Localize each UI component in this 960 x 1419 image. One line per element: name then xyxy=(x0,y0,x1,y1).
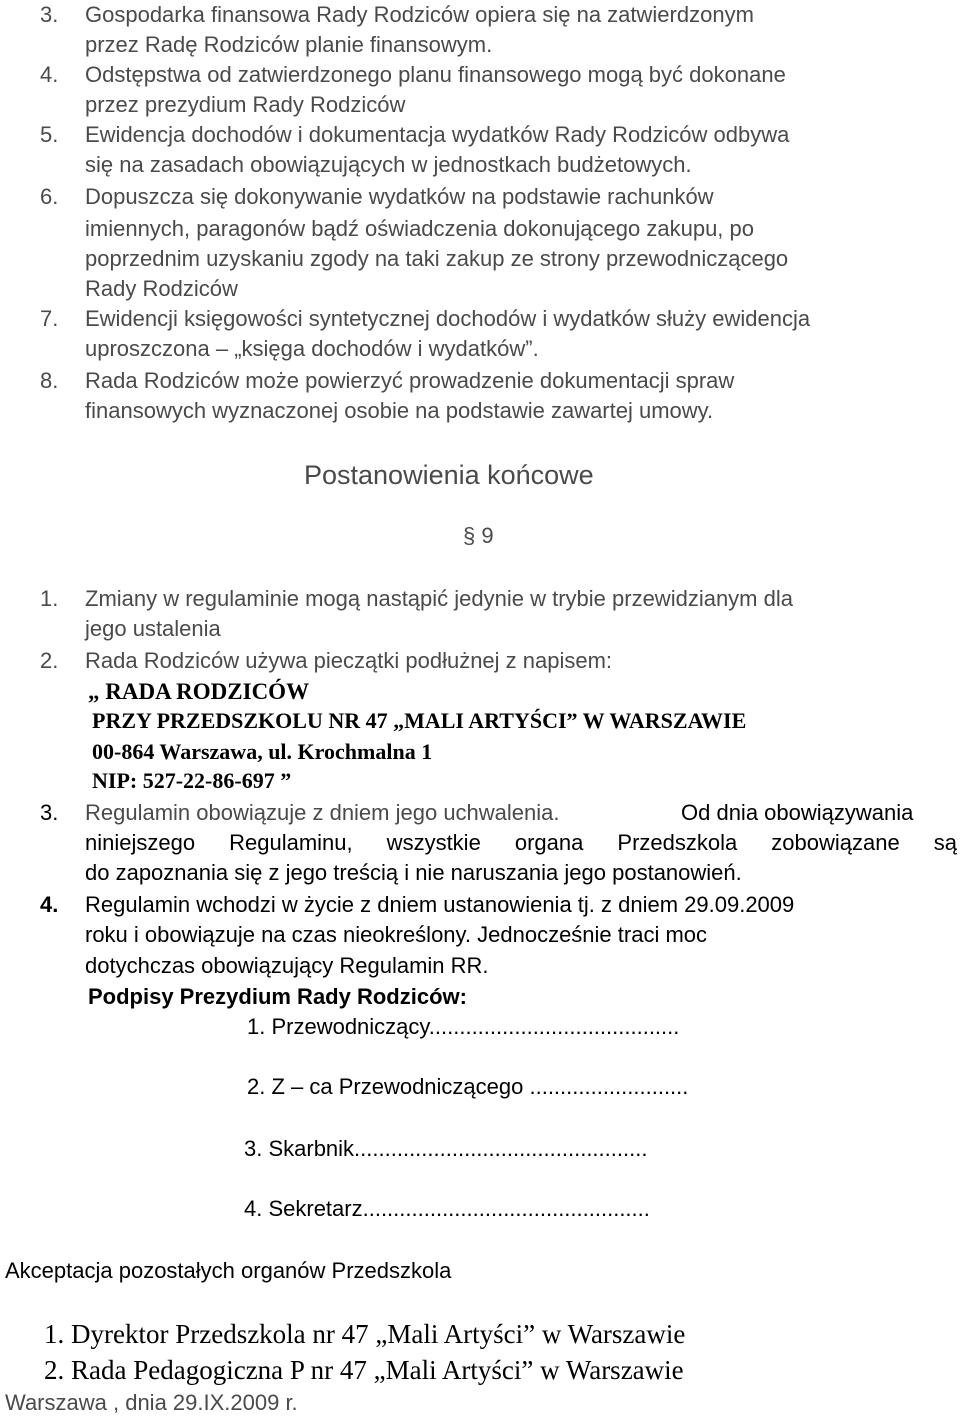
item-text-line: Regulamin wchodzi w życie z dniem ustanowienia tj. z dniem 29.09.2009 xyxy=(85,892,795,917)
item-text-line: Gospodarka finansowa Rady Rodziców opiera się na zatwierdzonym xyxy=(85,2,754,27)
item-number: 1. xyxy=(40,586,59,611)
signature-line: 3. Skarbnik................................................ xyxy=(244,1136,648,1161)
item-number: 4. xyxy=(40,62,59,87)
acceptance-item: 2. Rada Pedagogiczna P nr 47 „Mali Artyści” w Warszawie xyxy=(44,1355,684,1385)
item-number: 4. xyxy=(40,892,59,917)
item-text-line: imiennych, paragonów bądź oświadczenia dokonującego zakupu, po xyxy=(85,216,755,241)
item-text-line: przez Radę Rodziców planie finansowym. xyxy=(85,32,493,57)
item-text-line: przez prezydium Rady Rodziców xyxy=(85,92,406,117)
item-text-line: się na zasadach obowiązujących w jednostkach budżetowych. xyxy=(85,152,692,177)
item-text-line: Dopuszcza się dokonywanie wydatków na podstawie rachunków xyxy=(85,184,714,209)
item-text-line: Rada Rodziców używa pieczątki podłużnej z napisem: xyxy=(85,648,613,673)
item-text-line: uproszczona – „księga dochodów i wydatków”. xyxy=(85,336,539,361)
item-text-line: poprzednim uzyskaniu zgody na taki zakup ze strony przewodniczącego xyxy=(85,246,789,271)
section-title: Postanowienia końcowe xyxy=(304,460,594,490)
signature-line: 2. Z – ca Przewodniczącego .......................... xyxy=(247,1074,689,1099)
item-number: 3. xyxy=(40,800,59,825)
item-number: 2. xyxy=(40,648,59,673)
signatures-title: Podpisy Prezydium Rady Rodziców: xyxy=(88,984,467,1009)
item-text-line: Ewidencji księgowości syntetycznej dochodów i wydatków służy ewidencja xyxy=(85,306,811,331)
item-number: 5. xyxy=(40,122,59,147)
item-number: 3. xyxy=(40,2,59,27)
list-item-continuation xyxy=(85,828,957,858)
item-text-line: Od dnia obowiązywania xyxy=(681,800,914,825)
item-text-line: niniejszego Regulaminu, wszystkie organa Przedszkola zobowiązane są xyxy=(85,830,957,855)
acceptance-item: 1. Dyrektor Przedszkola nr 47 „Mali Artyści” w Warszawie xyxy=(44,1319,686,1349)
stamp-line: 00-864 Warszawa, ul. Krochmalna 1 xyxy=(92,739,433,764)
item-text-line: Rada Rodziców może powierzyć prowadzenie dokumentacji spraw xyxy=(85,368,735,393)
item-text-line: Regulamin obowiązuje z dniem jego uchwalenia. xyxy=(85,800,560,825)
paragraph-symbol: § 9 xyxy=(463,523,494,548)
item-number: 7. xyxy=(40,306,59,331)
footer-date: Warszawa , dnia 29.IX.2009 r. xyxy=(5,1390,298,1415)
item-text-line: Odstępstwa od zatwierdzonego planu finansowego mogą być dokonane xyxy=(85,62,786,87)
item-text-line: finansowych wyznaczonej osobie na podstawie zawartej umowy. xyxy=(85,398,714,423)
item-text-line: jego ustalenia xyxy=(85,616,221,641)
item-text-line: Rady Rodziców xyxy=(85,276,238,301)
item-text-line: dotychczas obowiązujący Regulamin RR. xyxy=(85,953,489,978)
stamp-line: NIP: 527-22-86-697 ” xyxy=(92,768,292,793)
item-number: 6. xyxy=(40,184,59,209)
item-text-line: do zapoznania się z jego treścią i nie naruszania jego postanowień. xyxy=(85,860,742,885)
signature-line: 1. Przewodniczący......................................... xyxy=(247,1014,680,1039)
stamp-line: „ RADA RODZICÓW xyxy=(88,679,310,704)
acceptance-title: Akceptacja pozostałych organów Przedszkola xyxy=(5,1258,452,1283)
item-text-line: Ewidencja dochodów i dokumentacja wydatków Rady Rodziców odbywa xyxy=(85,122,790,147)
stamp-line: PRZY PRZEDSZKOLU NR 47 „MALI ARTYŚCI” W WARSZAWIE xyxy=(92,708,747,733)
item-number: 8. xyxy=(40,368,59,393)
signature-line: 4. Sekretarz............................................... xyxy=(244,1196,650,1221)
item-text-line: Zmiany w regulaminie mogą nastąpić jedynie w trybie przewidzianym dla xyxy=(85,586,793,611)
item-text-line: roku i obowiązuje na czas nieokreślony. Jednocześnie traci moc xyxy=(85,922,708,947)
